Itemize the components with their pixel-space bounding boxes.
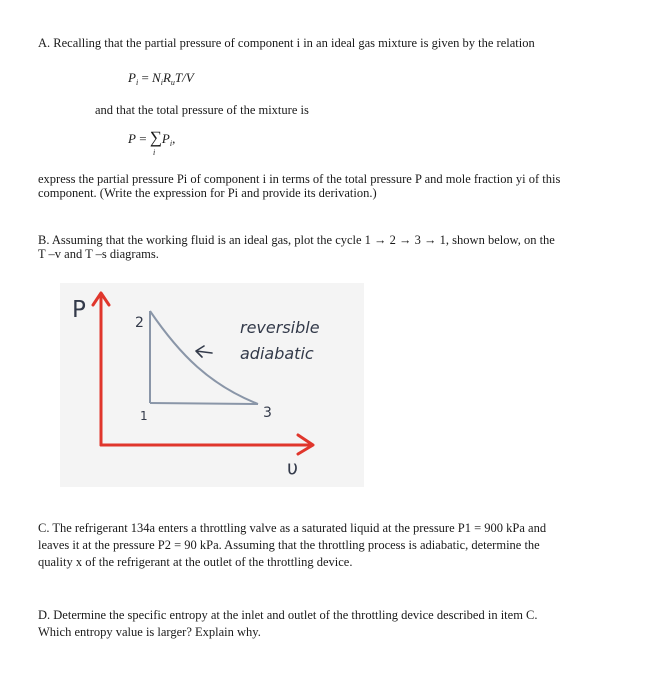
part-a-middle: and that the total pressure of the mixture is: [95, 103, 309, 117]
x-axis-label: υ: [287, 457, 298, 479]
equation-total-pressure: $P = \sum P_i$,: [128, 128, 176, 148]
part-b-line2: T –v and T –s diagrams.: [38, 247, 159, 261]
note-line1: reversible: [240, 318, 320, 337]
pv-diagram-canvas: [60, 283, 364, 487]
pointer-arrow: [196, 346, 212, 357]
point-1-label: 1: [140, 409, 148, 423]
part-d-line1: D. Determine the specific entropy at the inlet and outlet of the throttling device described in item C.: [38, 608, 538, 622]
pv-diagram: [60, 283, 364, 487]
y-axis-label: P: [72, 297, 86, 323]
part-c-line3: quality x of the refrigerant at the outlet of the throttling device.: [38, 555, 353, 569]
part-b-line1: B. Assuming that the working fluid is an ideal gas, plot the cycle 1 → 2 → 3 → 1, shown below, on the: [38, 233, 555, 247]
note-line2: adiabatic: [240, 344, 314, 363]
process-3-1: [150, 403, 258, 404]
equation-partial-pressure: $P_i = N_iR_uT/V$: [128, 70, 194, 87]
sum-index: i: [153, 148, 156, 157]
part-a-intro: A. Recalling that the partial pressure of component i in an ideal gas mixture is given by the relation: [38, 36, 535, 50]
part-c-line2: leaves it at the pressure P2 = 90 kPa. Assuming that the throttling process is adiabatic, determine the: [38, 538, 540, 552]
part-a-task-line1: express the partial pressure Pi of component i in terms of the total pressure P and mole fraction yi of this: [38, 172, 561, 186]
point-3-label: 3: [263, 405, 272, 421]
part-c-line1: C. The refrigerant 134a enters a throttling valve as a saturated liquid at the pressure P1 = 900 kPa and: [38, 521, 547, 535]
part-a-task-line2: component. (Write the expression for Pi and provide its derivation.): [38, 186, 377, 200]
part-d-line2: Which entropy value is larger? Explain why.: [38, 625, 261, 639]
point-2-label: 2: [135, 315, 144, 331]
